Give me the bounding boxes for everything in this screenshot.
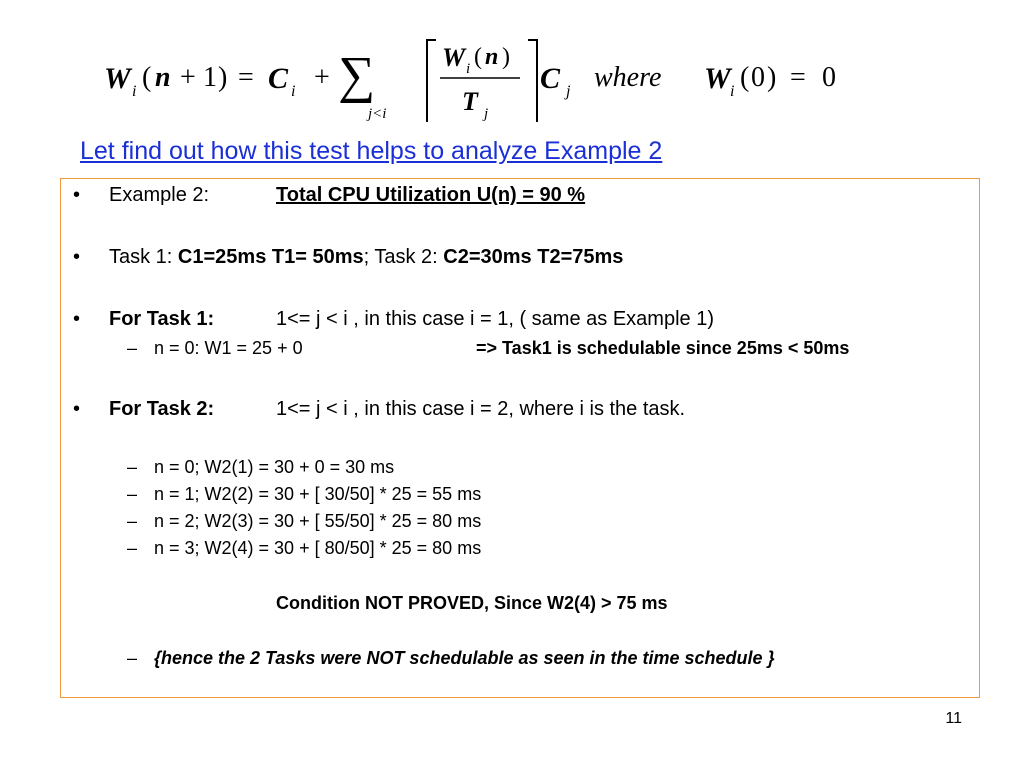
dash-marker: – bbox=[127, 511, 138, 531]
formula-init-result: 0 bbox=[822, 62, 836, 93]
iteration-line: n = 1; W2(2) = 30 + [ 30/50] * 25 = 55 ms bbox=[154, 484, 482, 504]
dash-marker: – bbox=[127, 457, 138, 477]
ceiling-left-bracket bbox=[427, 40, 436, 122]
response-time-formula bbox=[100, 20, 880, 130]
example-2-line bbox=[109, 184, 209, 207]
slide-heading: Let find out how this test helps to analyze Example 2 bbox=[80, 137, 663, 165]
dash-marker: – bbox=[127, 338, 138, 358]
formula-den-sub-j: j bbox=[484, 106, 489, 122]
for-task-1-text: 1<= j < i , in this case i = 1, ( same as Example 1) bbox=[276, 308, 714, 330]
conclusion-text: {hence the 2 Tasks were NOT schedulable as seen in the time schedule } bbox=[154, 648, 775, 668]
formula-one: 1 bbox=[203, 62, 217, 93]
formula-den-t: T bbox=[462, 87, 478, 116]
formula-plus-2: + bbox=[314, 62, 330, 93]
formula-init-zero: 0 bbox=[751, 62, 765, 93]
formula-num-n: n bbox=[485, 44, 499, 70]
formula-sub-i: i bbox=[132, 83, 137, 100]
formula-where: where bbox=[594, 62, 662, 93]
formula-lparen: ( bbox=[142, 62, 152, 93]
bullet-marker: • bbox=[73, 308, 81, 330]
task-2-params: C2=30ms T2=75ms bbox=[443, 246, 624, 268]
iteration-line: n = 2; W2(3) = 30 + [ 55/50] * 25 = 80 ms bbox=[154, 511, 482, 531]
formula-w: W bbox=[104, 62, 131, 95]
dash-marker: – bbox=[127, 648, 138, 668]
formula-num-w: W bbox=[442, 43, 466, 72]
task-2-label: ; Task 2: bbox=[363, 246, 444, 268]
formula-rparen: ) bbox=[218, 62, 228, 93]
iteration-line: n = 0; W2(1) = 30 + 0 = 30 ms bbox=[154, 457, 395, 477]
task-1-result: => Task1 is schedulable since 25ms < 50ms bbox=[476, 338, 850, 358]
task-1-iteration: n = 0: W1 = 25 + 0 bbox=[154, 338, 303, 358]
dash-marker: – bbox=[127, 484, 138, 504]
page-number: 11 bbox=[945, 710, 962, 727]
bullet-marker: • bbox=[73, 398, 81, 420]
formula-svg bbox=[100, 20, 880, 130]
formula-c-i: C bbox=[268, 62, 289, 95]
formula-c-j: C bbox=[540, 62, 561, 95]
formula-w-init-sub-i: i bbox=[730, 83, 735, 100]
formula-init-equals: = bbox=[790, 62, 806, 93]
formula-c-sub-i: i bbox=[291, 83, 296, 100]
formula-sigma: ∑ bbox=[338, 47, 376, 104]
condition-result: Condition NOT PROVED, Since W2(4) > 75 ms bbox=[276, 593, 668, 613]
task-1-label: Task 1: bbox=[109, 246, 178, 268]
formula-sum-subscript: j<i bbox=[368, 106, 387, 122]
formula-plus: + bbox=[180, 62, 196, 93]
content-box bbox=[60, 178, 980, 698]
example-2-label: Example 2: bbox=[109, 184, 210, 206]
iteration-line: n = 3; W2(4) = 30 + [ 80/50] * 25 = 80 ms bbox=[154, 538, 482, 558]
total-utilization: Total CPU Utilization U(n) = 90 % bbox=[276, 184, 586, 206]
bullet-marker: • bbox=[73, 184, 81, 206]
formula-w-init: W bbox=[704, 62, 731, 95]
formula-init-rparen: ) bbox=[767, 62, 777, 93]
for-task-2-text: 1<= j < i , in this case i = 2, where i is the task. bbox=[276, 398, 686, 420]
for-task-2-label: For Task 2: bbox=[109, 398, 215, 420]
formula-num-lparen: ( bbox=[474, 44, 482, 70]
formula-c-sub-j: j bbox=[566, 83, 571, 100]
formula-num-rparen: ) bbox=[502, 44, 510, 70]
formula-num-sub-i: i bbox=[466, 61, 471, 77]
dash-marker: – bbox=[127, 538, 138, 558]
formula-equals: = bbox=[238, 62, 254, 93]
task-1-params: C1=25ms T1= 50ms bbox=[177, 246, 364, 268]
formula-n: n bbox=[155, 62, 171, 93]
bullet-marker: • bbox=[73, 246, 81, 268]
formula-init-lparen: ( bbox=[740, 62, 750, 93]
for-task-1-label: For Task 1: bbox=[109, 308, 215, 330]
ceiling-right-bracket bbox=[528, 40, 537, 122]
task-params-line bbox=[109, 246, 623, 269]
